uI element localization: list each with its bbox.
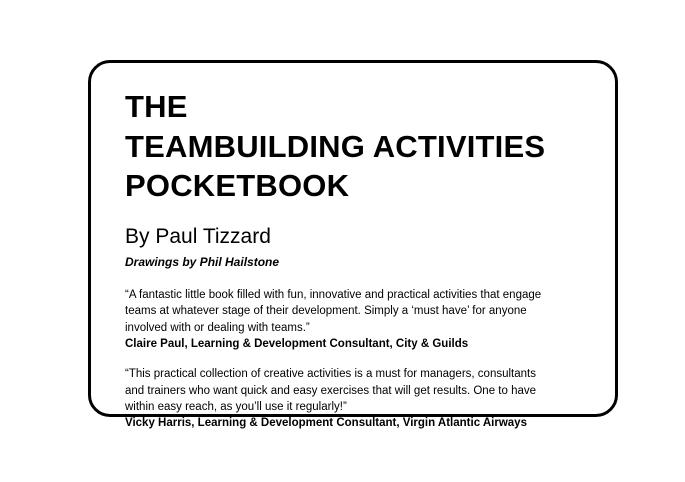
author-byline: By Paul Tizzard <box>125 225 271 249</box>
review-quote-2 <box>125 366 589 431</box>
title-line-3: POCKETBOOK <box>125 168 350 204</box>
book-cover-card <box>88 60 618 430</box>
illustrator-credit: Drawings by Phil Hailstone <box>125 255 280 270</box>
title-line-2: TEAMBUILDING ACTIVITIES <box>125 128 546 164</box>
review-quote-text: “This practical collection of creative activities is a must for managers, consultants and trainers who want quick and easy exercises that will get results. One to have within easy reach, as you’ll use it regularly!” <box>125 368 537 414</box>
page-title <box>125 87 589 206</box>
review-quote-attribution: Claire Paul, Learning & Development Consultant, City & Guilds <box>125 338 469 351</box>
review-quote-text: “A fantastic little book filled with fun, innovative and practical activities that engage teams at whatever stage of their development. Simply a ‘must have’ for anyone involved with or dealing with teams.” <box>125 289 542 334</box>
title-line-1: THE <box>125 89 188 124</box>
review-quote-1 <box>125 287 589 352</box>
cover-content <box>125 87 589 432</box>
review-quote-attribution: Vicky Harris, Learning & Development Consultant, Virgin Atlantic Airways <box>125 417 527 430</box>
